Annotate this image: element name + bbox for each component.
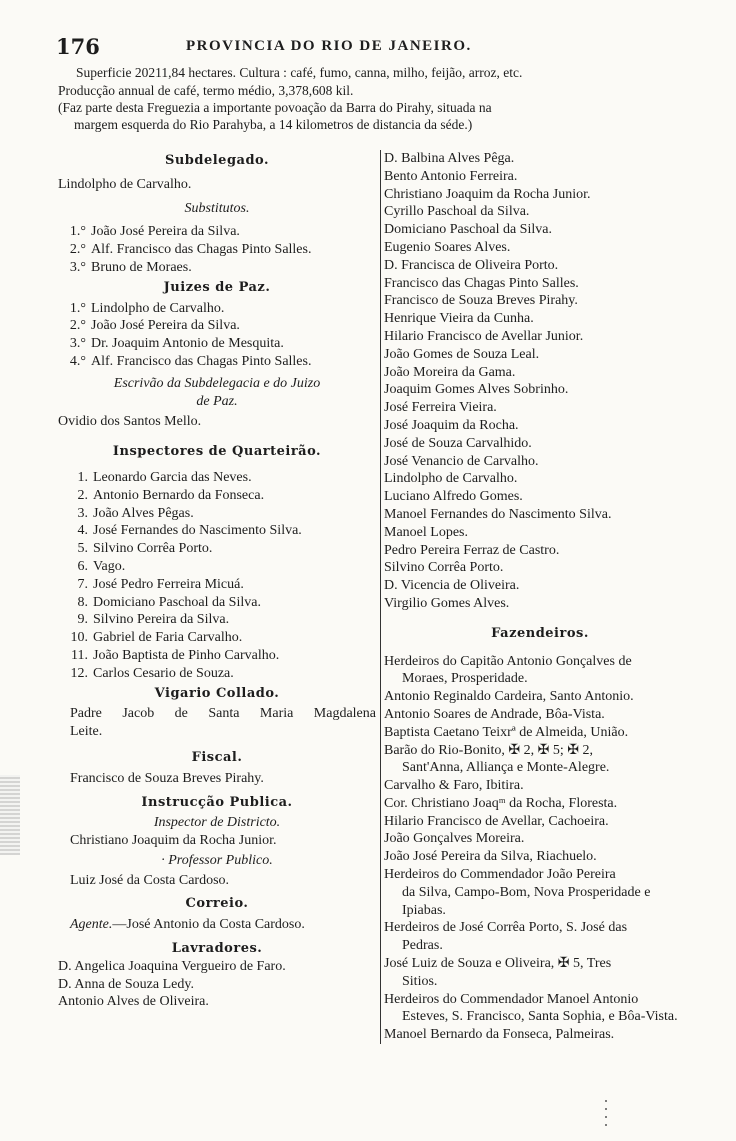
escrivao-name: Ovidio dos Santos Mello. — [58, 414, 202, 430]
list-item: João Gomes de Souza Leal. — [384, 346, 540, 362]
list-item: Eugenio Soares Alves. — [384, 239, 511, 255]
margin-dots — [605, 1100, 609, 1130]
list-item: Cyrillo Paschoal da Silva. — [384, 204, 530, 220]
list-item: Pedro Pereira Ferraz de Castro. — [384, 542, 560, 558]
list-item: Bento Antonio Ferreira. — [384, 168, 518, 184]
page-binding-edge — [0, 775, 20, 855]
list-item: Barão do Rio-Bonito, ✠ 2, ✠ 5; ✠ 2, Sant'Anna, Alliança e Monte-Alegre. — [384, 742, 610, 776]
list-item: Hilario Francisco de Avellar Junior. — [384, 328, 584, 344]
list-item: 7. José Pedro Ferreira Micuá. — [77, 576, 244, 592]
list-item: 6. Vago. — [77, 558, 126, 574]
list-item: Francisco das Chagas Pinto Salles. — [384, 275, 579, 291]
list-item: Carvalho & Faro, Ibitira. — [384, 778, 524, 794]
list-item: Manoel Bernardo da Fonseca, Palmeiras. — [384, 1027, 615, 1043]
substitutos-heading: Substitutos. — [184, 200, 250, 216]
list-item: 5. Silvino Corrêa Porto. — [77, 541, 213, 557]
lavradores-heading: Lavradores. — [171, 941, 263, 957]
list-item: Domiciano Paschoal da Silva. — [384, 222, 552, 238]
inspector-districto-name: Christiano Joaquim da Rocha Junior. — [70, 833, 277, 849]
list-item: José de Souza Carvalhido. — [384, 435, 532, 451]
list-item: 3.° Dr. Joaquim Antonio de Mesquita. — [69, 336, 284, 352]
list-item: Herdeiros do Commendador Manoel Antonio Esteves, S. Francisco, Santa Sophia, e Bôa-Vista. — [384, 991, 678, 1025]
list-item: Manoel Lopes. — [384, 524, 468, 540]
list-item: José Venancio de Carvalho. — [384, 453, 539, 469]
list-item: Francisco de Souza Breves Pirahy. — [384, 293, 578, 309]
list-item: 2.° João José Pereira da Silva. — [69, 318, 240, 334]
parish-intro — [58, 64, 690, 133]
inspectores-heading: Inspectores de Quarteirão. — [112, 444, 322, 460]
lavradores-cont-list — [384, 150, 696, 613]
list-item: José Ferreira Vieira. — [384, 400, 497, 416]
list-item: 2. Antonio Bernardo da Fonseca. — [77, 487, 265, 503]
intro-note — [58, 99, 690, 133]
intro-note-line2: margem esquerda do Rio Parahyba, a 14 kilometros de distancia da séde.) — [74, 117, 473, 132]
subdelegado-name: Lindolpho de Carvalho. — [58, 176, 192, 192]
list-item: 1.° Lindolpho de Carvalho. — [69, 300, 225, 316]
intro-surface: Superficie 20211,84 hectares. Cultura : café, fumo, canna, milho, feijão, arroz, etc. — [76, 65, 523, 80]
list-item: D. Angelica Joaquina Vergueiro de Faro. — [58, 958, 286, 974]
list-item: João Moreira da Gama. — [384, 364, 516, 380]
running-title: PROVINCIA DO RIO DE JANEIRO. — [186, 38, 472, 54]
list-item: Christiano Joaquim da Rocha Junior. — [384, 186, 591, 202]
list-item: Hilario Francisco de Avellar, Cachoeira. — [384, 813, 609, 829]
list-item: Lindolpho de Carvalho. — [384, 471, 518, 487]
list-item: 11. João Baptista de Pinho Carvalho. — [71, 647, 280, 663]
juizes-heading: Juizes de Paz. — [163, 279, 271, 295]
list-item: 2.° Alf. Francisco das Chagas Pinto Salles. — [69, 242, 312, 258]
escrivao-heading-2: de Paz. — [196, 393, 238, 409]
list-item: Joaquim Gomes Alves Sobrinho. — [384, 382, 569, 398]
instrucao-heading: Instrucção Publica. — [141, 794, 293, 810]
juizes-list — [58, 300, 376, 371]
list-item: D. Vicencia de Oliveira. — [384, 578, 520, 594]
fiscal-name: Francisco de Souza Breves Pirahy. — [70, 770, 264, 786]
agente-line — [58, 916, 376, 934]
vigario-heading: Vigario Collado. — [154, 685, 280, 701]
list-item: José Luiz de Souza e Oliveira, ✠ 5, Tres Sitios. — [384, 956, 612, 989]
list-item: Cor. Christiano Joaqᵐ da Rocha, Floresta. — [384, 795, 618, 811]
list-item: D. Francisca de Oliveira Porto. — [384, 257, 559, 273]
professor-heading: · Professor Publico. — [161, 852, 273, 868]
page-header — [56, 34, 696, 58]
list-item: Henrique Vieira da Cunha. — [384, 311, 534, 327]
list-item: 1. Leonardo Garcia das Neves. — [77, 469, 252, 485]
inspectores-list — [58, 469, 376, 683]
subdelegado-heading: Subdelegado. — [164, 153, 270, 168]
list-item: 4. José Fernandes do Nascimento Silva. — [77, 523, 302, 539]
list-item: Herdeiros de José Corrêa Porto, S. José das Pedras. — [384, 920, 628, 954]
list-item: D. Anna de Souza Ledy. — [58, 976, 194, 992]
list-item: 9. Silvino Pereira da Silva. — [77, 612, 230, 628]
professor-name: Luiz José da Costa Cardoso. — [70, 872, 230, 888]
list-item: 10. Gabriel de Faria Carvalho. — [70, 630, 243, 646]
list-item: Baptista Caetano Teixrª de Almeida, União. — [384, 724, 629, 740]
list-item: 3.° Bruno de Moraes. — [69, 259, 192, 275]
intro-note-line1: (Faz parte desta Freguezia a importante povoação da Barra do Pirahy, situada na — [58, 100, 492, 115]
list-item: Silvino Corrêa Porto. — [384, 560, 504, 576]
vigario-name-line2: Leite. — [70, 724, 103, 740]
fazendeiros-heading: Fazendeiros. — [491, 625, 589, 641]
right-column — [380, 150, 696, 1044]
fiscal-heading: Fiscal. — [191, 749, 243, 765]
list-item: 8. Domiciano Paschoal da Silva. — [77, 594, 261, 610]
list-item: Antonio Soares de Andrade, Bôa-Vista. — [384, 706, 605, 722]
list-item: José Joaquim da Rocha. — [384, 417, 519, 433]
list-item: Antonio Alves de Oliveira. — [58, 994, 209, 1010]
list-item: Luciano Alfredo Gomes. — [384, 489, 523, 505]
list-item: Manoel Fernandes do Nascimento Silva. — [384, 506, 612, 522]
page-number: 176 — [56, 34, 100, 59]
inspector-districto-heading: Inspector de Districto. — [153, 815, 281, 831]
list-item: Herdeiros do Capitão Antonio Gonçalves de Moraes, Prosperidade. — [384, 653, 632, 687]
list-item: 1.° João José Pereira da Silva. — [69, 224, 240, 240]
list-item: 4.° Alf. Francisco das Chagas Pinto Salles. — [69, 353, 312, 369]
agente-name: —José Antonio da Costa Cardoso. — [112, 917, 305, 933]
list-item: Herdeiros do Commendador João Pereira da Silva, Campo-Bom, Nova Prosperidade e Ipiabas. — [384, 867, 651, 918]
correio-heading: Correio. — [185, 896, 249, 912]
list-item: Antonio Reginaldo Cardeira, Santo Antonio. — [384, 689, 634, 705]
fazendeiros-list — [384, 653, 696, 1045]
list-item: 12. Carlos Cesario de Souza. — [70, 665, 234, 681]
substitutos-list — [58, 223, 376, 276]
list-item: 3. João Alves Pêgas. — [77, 505, 194, 521]
vigario-name-line1: Padre Jacob de Santa Maria Magdalena — [70, 706, 376, 722]
left-column — [58, 150, 376, 1011]
intro-production: Producção annual de café, termo médio, 3,378,608 kil. — [58, 83, 354, 98]
list-item: João Gonçalves Moreira. — [384, 831, 525, 847]
list-item: D. Balbina Alves Pêga. — [384, 151, 515, 166]
agente-label: Agente. — [70, 917, 113, 933]
list-item: João José Pereira da Silva, Riachuelo. — [384, 849, 597, 865]
list-item: Virgilio Gomes Alves. — [384, 595, 510, 611]
escrivao-heading-1: Escrivão da Subdelegacia e do Juizo — [113, 375, 321, 391]
